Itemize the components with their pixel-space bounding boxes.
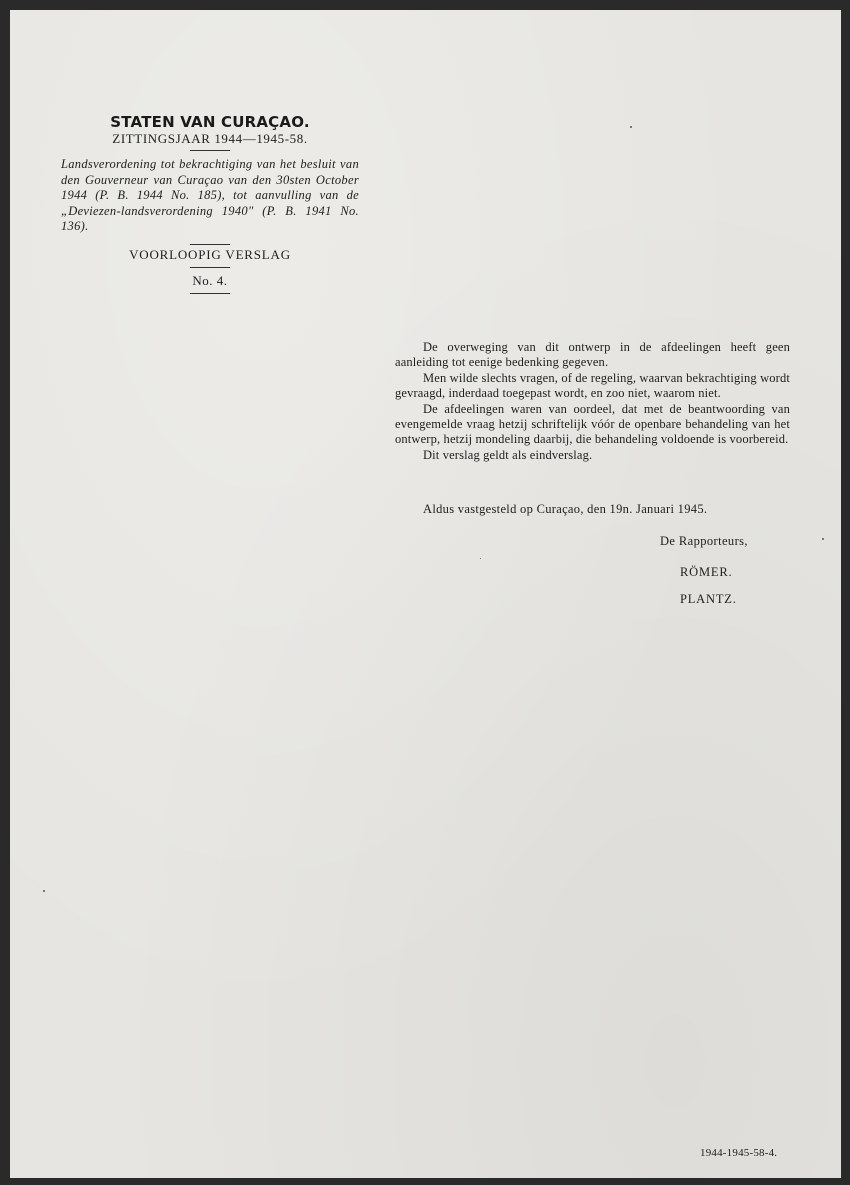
document-page (10, 10, 841, 1178)
body-paragraph: De overweging van dit ontwerp in de afdeelingen heeft geen aanleiding tot eenige bedenking gegeven. (395, 340, 790, 370)
signature-name: PLANTZ. (680, 592, 737, 606)
body-paragraph: Dit verslag geldt als eindverslag. (423, 447, 593, 462)
report-body (395, 340, 790, 463)
divider (190, 150, 230, 151)
body-paragraph: De afdeelingen waren van oordeel, dat met de beantwoording van evengemelde vraag hetzij schriftelijk vóór de openbare behandeling van het ontwerp, hetzij mondeling daarbij, die behandeling voldoende is voorbereid. (395, 401, 790, 447)
paper-speck (480, 558, 481, 559)
subject-description: Landsverordening tot bekrachtiging van het besluit van den Gouverneur van Curaçao van den 30sten October 1944 (P. B. 1944 No. 185), tot aanvulling van de „Deviezen-landsverordening 1940" (P. B. 1941 No. 136). (61, 157, 359, 233)
paper-speck (43, 890, 45, 892)
report-type: VOORLOOPIG VERSLAG (129, 246, 291, 262)
divider (190, 267, 230, 268)
signature-name: RÖMER. (680, 565, 733, 579)
document-header (60, 113, 360, 294)
document-title: STATEN VAN CURAÇAO. (110, 113, 310, 131)
session-year: ZITTINGSJAAR 1944—1945-58. (112, 131, 308, 146)
adoption-statement: Aldus vastgesteld op Curaçao, den 19n. Januari 1945. (423, 502, 708, 516)
document-code: 1944-1945-58-4. (700, 1147, 778, 1159)
paper-speck (630, 126, 632, 128)
rapporteurs-heading: De Rapporteurs, (660, 534, 748, 548)
body-paragraph: Men wilde slechts vragen, of de regeling, waarvan bekrachtiging wordt gevraagd, inderdaad toegepast wordt, en zoo niet, waarom niet. (395, 370, 790, 401)
divider (190, 293, 230, 294)
report-number: No. 4. (192, 272, 228, 288)
divider (190, 244, 230, 245)
paper-speck (822, 538, 824, 540)
